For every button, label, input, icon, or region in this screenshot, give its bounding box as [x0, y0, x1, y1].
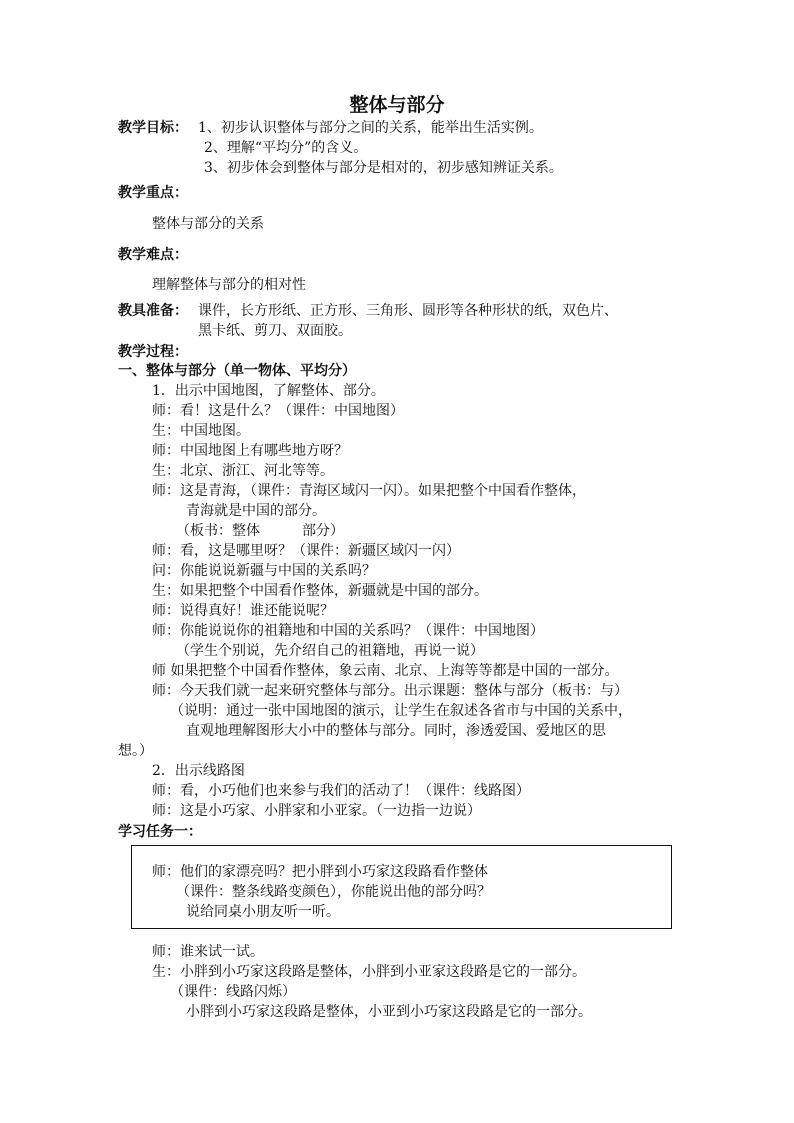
- process-line: 师：你能说说你的祖籍地和中国的关系吗？（课件：中国地图）: [152, 623, 544, 639]
- task-line: （课件：线路闪烁）: [170, 984, 296, 1000]
- difficulty-text: 理解整体与部分的相对性: [152, 277, 306, 293]
- goal-item-2: 2、理解“平均分”的含义。: [204, 140, 368, 156]
- task-box-line: 师：他们的家漂亮吗？把小胖到小巧家这段路看作整体: [152, 864, 488, 880]
- process-line: 想。）: [118, 743, 153, 759]
- process-label: 教学过程：: [118, 344, 188, 360]
- section-1-heading: 一、整体与部分（单一物体、平均分）: [118, 363, 356, 379]
- process-line: 2．出示线路图: [152, 763, 245, 779]
- process-line: （说明：通过一张中国地图的演示，让学生在叙述各省市与中国的关系中，: [170, 703, 632, 719]
- process-line: 1．出示中国地图，了解整体、部分。: [152, 383, 385, 399]
- process-line: 师：看！这是什么？（课件：中国地图）: [152, 403, 404, 419]
- process-line: 问：你能说说新疆与中国的关系吗？: [152, 563, 376, 579]
- process-line: 生：北京、浙江、河北等等。: [152, 463, 334, 479]
- task-line: 师：谁来试一试。: [152, 944, 264, 960]
- key-point-label: 教学重点：: [118, 185, 188, 201]
- process-line: （板书：整体 部分）: [176, 523, 344, 539]
- process-line: 青海就是中国的部分。: [186, 503, 326, 519]
- process-line: 师：中国地图上有哪些地方呀？: [152, 443, 348, 459]
- materials-label: 教具准备：: [118, 303, 188, 319]
- page-title: 整体与部分: [349, 94, 445, 116]
- task-1-label: 学习任务一：: [118, 824, 202, 840]
- materials-line-1: 课件，长方形纸、正方形、三角形、圆形等各种形状的纸，双色片、: [198, 303, 618, 319]
- process-line: 师：今天我们就一起来研究整体与部分。出示课题：整体与部分（板书：与）: [152, 683, 628, 699]
- process-line: 师：看，小巧他们也来参与我们的活动了！（课件：线路图）: [152, 783, 530, 799]
- process-line: 生：如果把整个中国看作整体，新疆就是中国的部分。: [152, 583, 488, 599]
- task-box-line: 说给同桌小朋友听一听。: [186, 904, 340, 920]
- process-line: 直观地理解图形大小中的整体与部分。同时，渗透爱国、爱地区的思: [186, 723, 606, 739]
- process-line: 师：这是青海，（课件：青海区域闪一闪）。如果把整个中国看作整体，: [152, 483, 586, 499]
- materials-line-2: 黑卡纸、剪刀、双面胶。: [198, 323, 352, 339]
- process-line: 师 如果把整个中国看作整体，象云南、北京、上海等等都是中国的一部分。: [152, 663, 619, 679]
- goals-label: 教学目标：: [118, 120, 188, 136]
- process-line: 生：中国地图。: [152, 423, 250, 439]
- process-line: （学生个别说，先介绍自己的祖籍地，再说一说）: [176, 643, 484, 659]
- process-line: 师：说得真好！谁还能说呢？: [152, 603, 334, 619]
- task-line: 生：小胖到小巧家这段路是整体，小胖到小亚家这段路是它的一部分。: [152, 964, 586, 980]
- difficulty-label: 教学难点：: [118, 247, 188, 263]
- goal-item-1: 1、初步认识整体与部分之间的关系，能举出生活实例。: [198, 120, 543, 136]
- task-box-line: （课件：整条线路变颜色），你能说出他的部分吗？: [176, 884, 491, 900]
- process-line: 师：这是小巧家、小胖家和小亚家。（一边指一边说）: [152, 803, 481, 819]
- goal-item-3: 3、初步体会到整体与部分是相对的，初步感知辨证关系。: [204, 160, 563, 176]
- process-line: 师：看，这是哪里呀？（课件：新疆区域闪一闪）: [152, 543, 460, 559]
- key-point-text: 整体与部分的关系: [152, 216, 264, 232]
- task-line: 小胖到小巧家这段路是整体，小亚到小巧家这段路是它的一部分。: [186, 1004, 592, 1020]
